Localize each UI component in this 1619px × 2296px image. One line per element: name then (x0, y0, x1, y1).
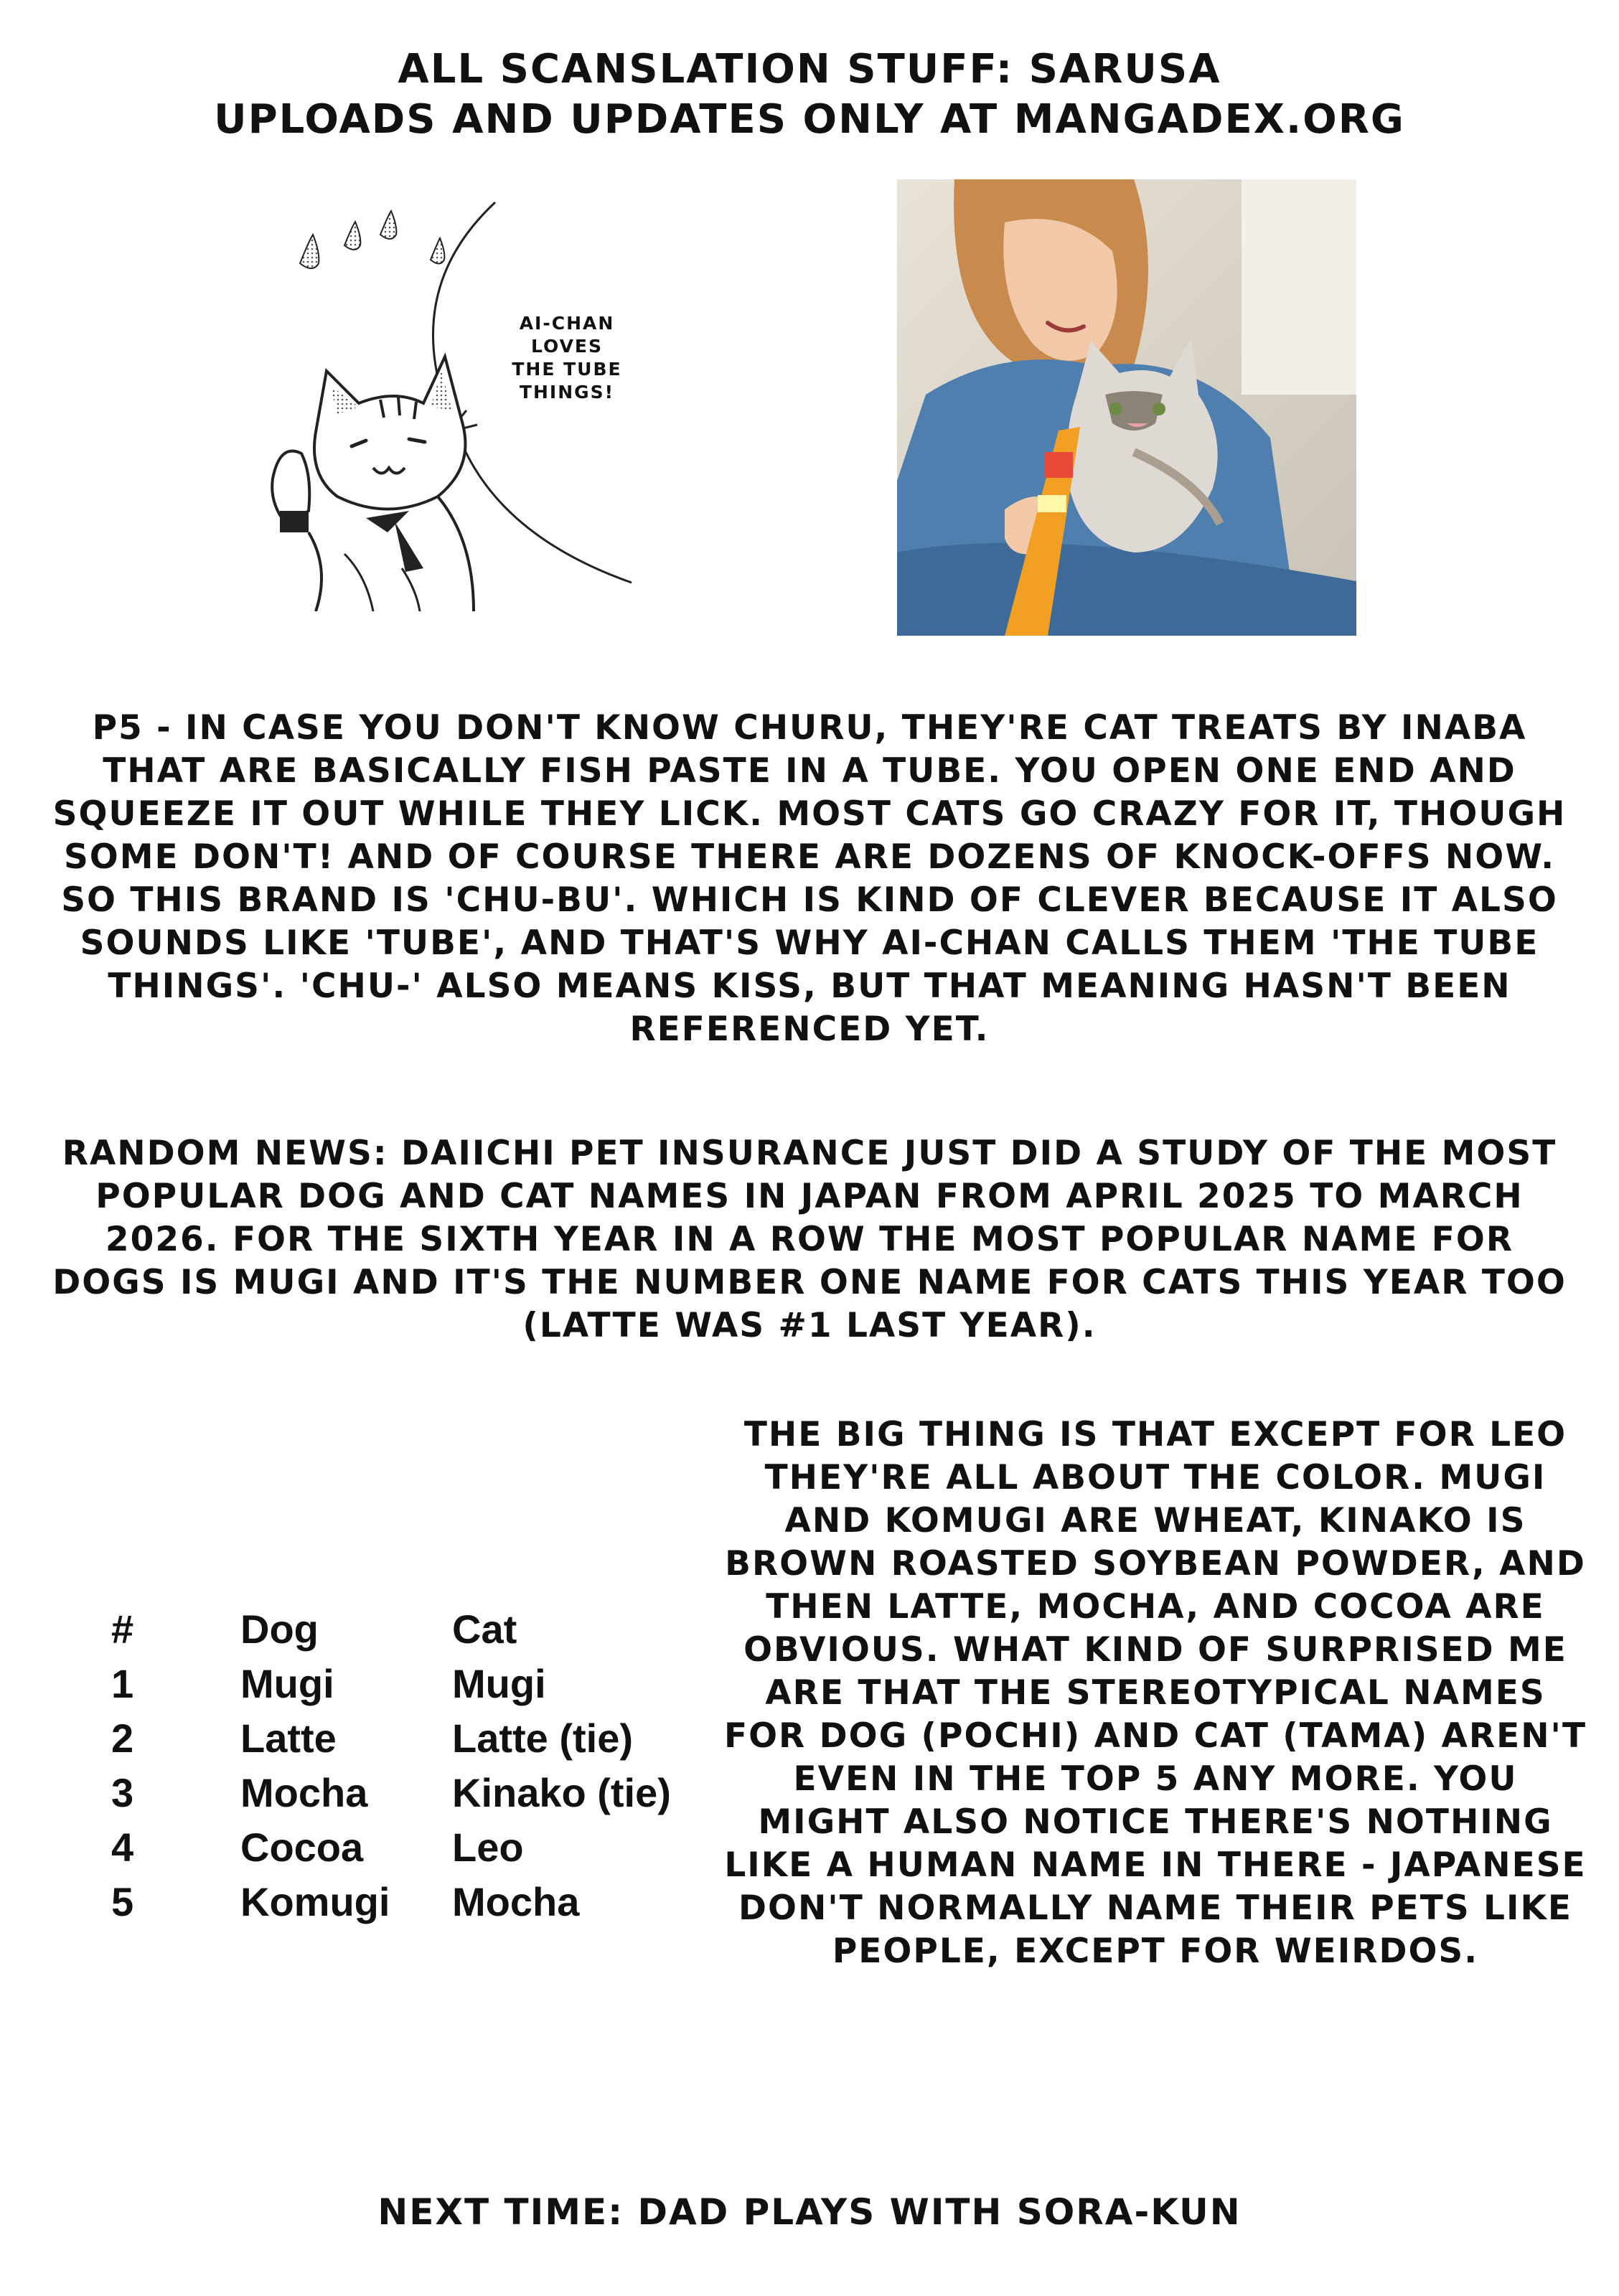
pet-names-news-paragraph: RANDOM NEWS: DAIICHI PET INSURANCE JUST DID A STUDY OF THE MOST POPULAR DOG AND CAT NAMES IN JAPAN FROM APRIL 2025 TO MARCH 2026. FOR THE SIXTH YEAR IN A ROW THE MOST POPULAR NAME FOR DOGS IS MUGI AND IT'S THE NUMBER ONE NAME FOR CATS THIS YEAR TOO (LATTE WAS #1 LAST YEAR). (52, 1134, 1567, 1345)
table-row (111, 1656, 671, 1711)
cat-name-cell: Mugi (452, 1660, 546, 1706)
table-row (111, 1874, 671, 1929)
table-row (111, 1711, 671, 1765)
dog-name-cell: Latte (240, 1715, 337, 1761)
photo-illustration (897, 179, 1356, 636)
name-colors-paragraph: THE BIG THING IS THAT EXCEPT FOR LEO THEY'RE ALL ABOUT THE COLOR. MUGI AND KOMUGI ARE WHEAT, KINAKO IS BROWN ROASTED SOYBEAN POWDER, AND THEN LATTE, MOCHA, AND COCOA ARE OBVIOUS. WHAT KIND OF SURPRISED ME ARE THAT THE STEREOTYPICAL NAMES FOR DOG (POCHI) AND CAT (TAMA) AREN'T EVEN IN THE TOP 5 ANY MORE. YOU MIGHT ALSO NOTICE THERE'S NOTHING LIKE A HUMAN NAME IN THERE - JAPANESE DON'T NORMALLY NAME THEIR PETS LIKE PEOPLE, EXCEPT FOR WEIRDOS. (724, 1415, 1587, 1971)
rank-cell: 2 (111, 1715, 134, 1761)
dog-name-cell: Cocoa (240, 1824, 364, 1870)
rank-cell: 1 (111, 1660, 134, 1706)
rank-cell: 5 (111, 1878, 134, 1924)
speech-bubble-text (495, 312, 639, 404)
rank-cell: 3 (111, 1769, 134, 1815)
header-rank: # (111, 1606, 134, 1652)
table-header-row (111, 1601, 671, 1656)
churu-explanation-paragraph: P5 - IN CASE YOU DON'T KNOW CHURU, THEY'RE CAT TREATS BY INABA THAT ARE BASICALLY FISH PASTE IN A TUBE. YOU OPEN ONE END AND SQUEEZE IT OUT WHILE THEY LICK. MOST CATS GO CRAZY FOR IT, THOUGH SOME DON'T! AND OF COURSE THERE ARE DOZENS OF KNOCK-OFFS NOW. SO THIS BRAND IS 'CHU-BU'. WHICH IS KIND OF CLEVER BECAUSE IT ALSO SOUNDS LIKE 'TUBE', AND THAT'S WHY AI-CHAN CALLS THEM 'THE TUBE THINGS'. 'CHU-' ALSO MEANS KISS, BUT THAT MEANING HASN'T BEEN REFERENCED YET. (52, 708, 1567, 1049)
upload-notice-line: UPLOADS AND UPDATES ONLY AT MANGADEX.ORG (214, 96, 1405, 143)
rank-cell: 4 (111, 1824, 134, 1870)
caption-line: THINGS! (519, 382, 615, 403)
popular-pet-names-table (111, 1601, 671, 1929)
table-row (111, 1765, 671, 1820)
cat-name-cell: Latte (tie) (452, 1715, 633, 1761)
page-header (0, 44, 1619, 145)
caption-line: THE TUBE (512, 359, 622, 380)
table-row (111, 1820, 671, 1874)
dog-name-cell: Komugi (240, 1878, 390, 1924)
header-cat: Cat (452, 1606, 517, 1652)
caption-line: LOVES (530, 336, 604, 357)
caption-line: AI-CHAN (519, 313, 615, 334)
dog-name-cell: Mugi (240, 1660, 334, 1706)
dog-name-cell: Mocha (240, 1769, 368, 1815)
photo-woman-feeding-cat (897, 179, 1356, 636)
cat-name-cell: Kinako (tie) (452, 1769, 671, 1815)
header-dog: Dog (240, 1606, 319, 1652)
next-time-footer: NEXT TIME: DAD PLAYS WITH SORA-KUN (377, 2191, 1242, 2233)
cat-name-cell: Mocha (452, 1878, 580, 1924)
credit-line: ALL SCANSLATION STUFF: SARUSA (398, 46, 1221, 93)
cat-name-cell: Leo (452, 1824, 524, 1870)
